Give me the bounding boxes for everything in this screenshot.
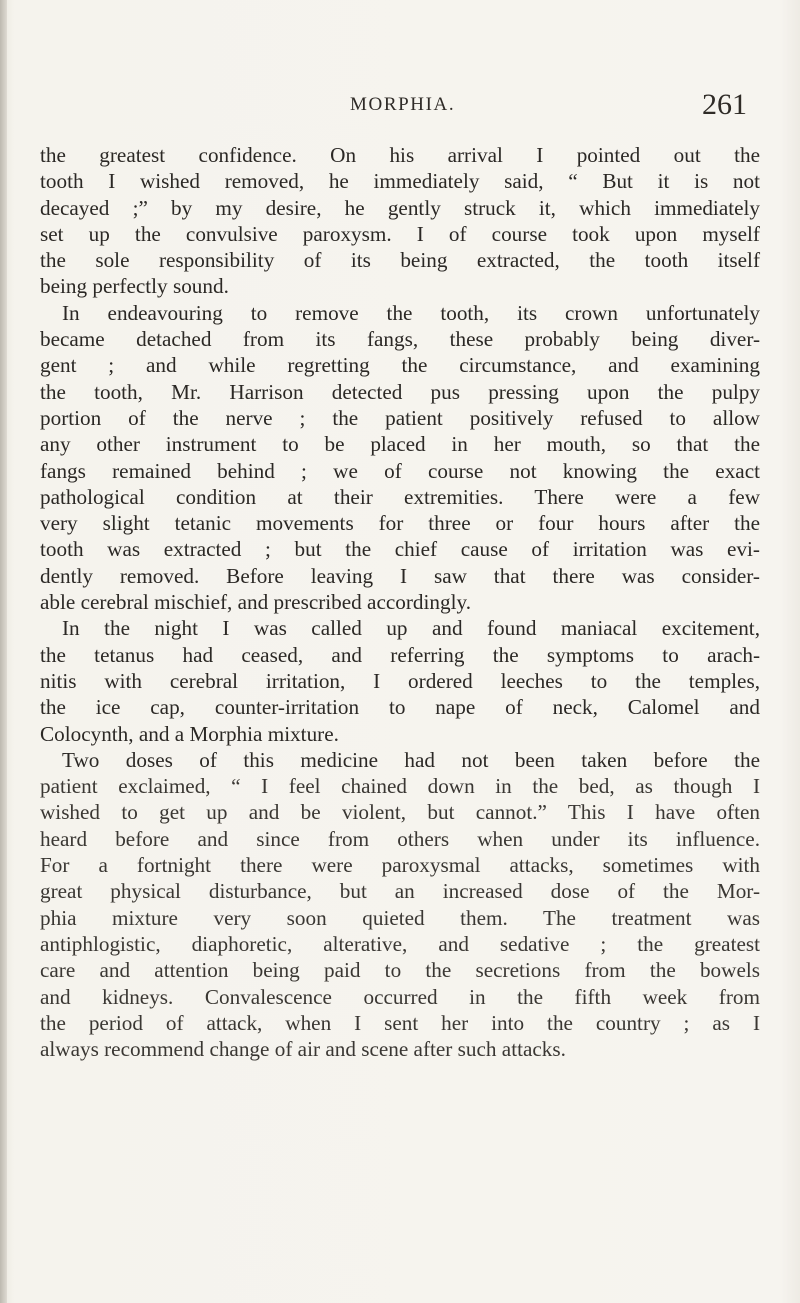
page-number: 261 bbox=[702, 88, 747, 121]
text-line: pathological condition at their extremities. There were a few bbox=[40, 484, 760, 509]
text-line: heard before and since from others when under its influence. bbox=[40, 826, 760, 851]
text-line: the greatest confidence. On his arrival I pointed out the bbox=[40, 143, 760, 167]
text-line: wished to get up and be violent, but cannot.” This I have often bbox=[40, 800, 760, 825]
text-line: set up the convulsive paroxysm. I of course took upon myself bbox=[40, 221, 760, 246]
text-line: care and attention being paid to the secretions from the bowels bbox=[40, 958, 760, 983]
text-line: the sole responsibility of its being extracted, the tooth itself bbox=[40, 248, 760, 273]
text-line: patient exclaimed, “ I feel chained down in the bed, as though I bbox=[40, 774, 760, 799]
text-line: the period of attack, when I sent her into the country ; as I bbox=[40, 1010, 760, 1035]
running-title: MORPHIA. bbox=[350, 94, 456, 115]
text-line: the tooth, Mr. Harrison detected pus pressing upon the pulpy bbox=[40, 379, 760, 404]
text-line: any other instrument to be placed in her mouth, so that the bbox=[40, 432, 760, 457]
text-line: dently removed. Before leaving I saw that there was consider- bbox=[40, 563, 760, 588]
text-line: being perfectly sound. bbox=[40, 274, 229, 299]
text-line: Two doses of this medicine had not been taken before the bbox=[62, 747, 760, 772]
text-line: the tetanus had ceased, and referring the symptoms to arach- bbox=[40, 642, 760, 667]
text-line: Colocynth, and a Morphia mixture. bbox=[40, 721, 339, 746]
text-line: nitis with cerebral irritation, I ordered leeches to the temples, bbox=[40, 668, 760, 693]
text-line: and kidneys. Convalescence occurred in the fifth week from bbox=[40, 984, 760, 1009]
text-line: always recommend change of air and scene after such attacks. bbox=[40, 1037, 566, 1062]
text-line: portion of the nerve ; the patient positively refused to allow bbox=[40, 405, 760, 430]
text-line: For a fortnight there were paroxysmal attacks, sometimes with bbox=[40, 853, 760, 878]
text-line: very slight tetanic movements for three or four hours after the bbox=[40, 511, 760, 536]
text-line: In the night I was called up and found maniacal excitement, bbox=[62, 616, 760, 641]
page-gutter-shadow bbox=[0, 0, 7, 1303]
text-line: tooth was extracted ; but the chief cause of irritation was evi- bbox=[40, 537, 760, 562]
text-line: gent ; and while regretting the circumstance, and examining bbox=[40, 353, 760, 378]
running-head bbox=[0, 88, 800, 128]
text-line: became detached from its fangs, these probably being diver- bbox=[40, 327, 760, 352]
text-line: great physical disturbance, but an increased dose of the Mor- bbox=[40, 879, 760, 904]
text-line: the ice cap, counter-irritation to nape of neck, Calomel and bbox=[40, 695, 760, 720]
text-line: fangs remained behind ; we of course not knowing the exact bbox=[40, 458, 760, 483]
text-line: In endeavouring to remove the tooth, its crown unfortunately bbox=[62, 300, 760, 325]
text-line: decayed ;” by my desire, he gently struck it, which immediately bbox=[40, 195, 760, 220]
text-line: phia mixture very soon quieted them. The treatment was bbox=[40, 905, 760, 930]
body-text bbox=[40, 142, 760, 1062]
text-line: antiphlogistic, diaphoretic, alterative, and sedative ; the greatest bbox=[40, 931, 760, 956]
text-line: able cerebral mischief, and prescribed accordingly. bbox=[40, 590, 471, 615]
text-line: tooth I wished removed, he immediately said, “ But it is not bbox=[40, 169, 760, 194]
